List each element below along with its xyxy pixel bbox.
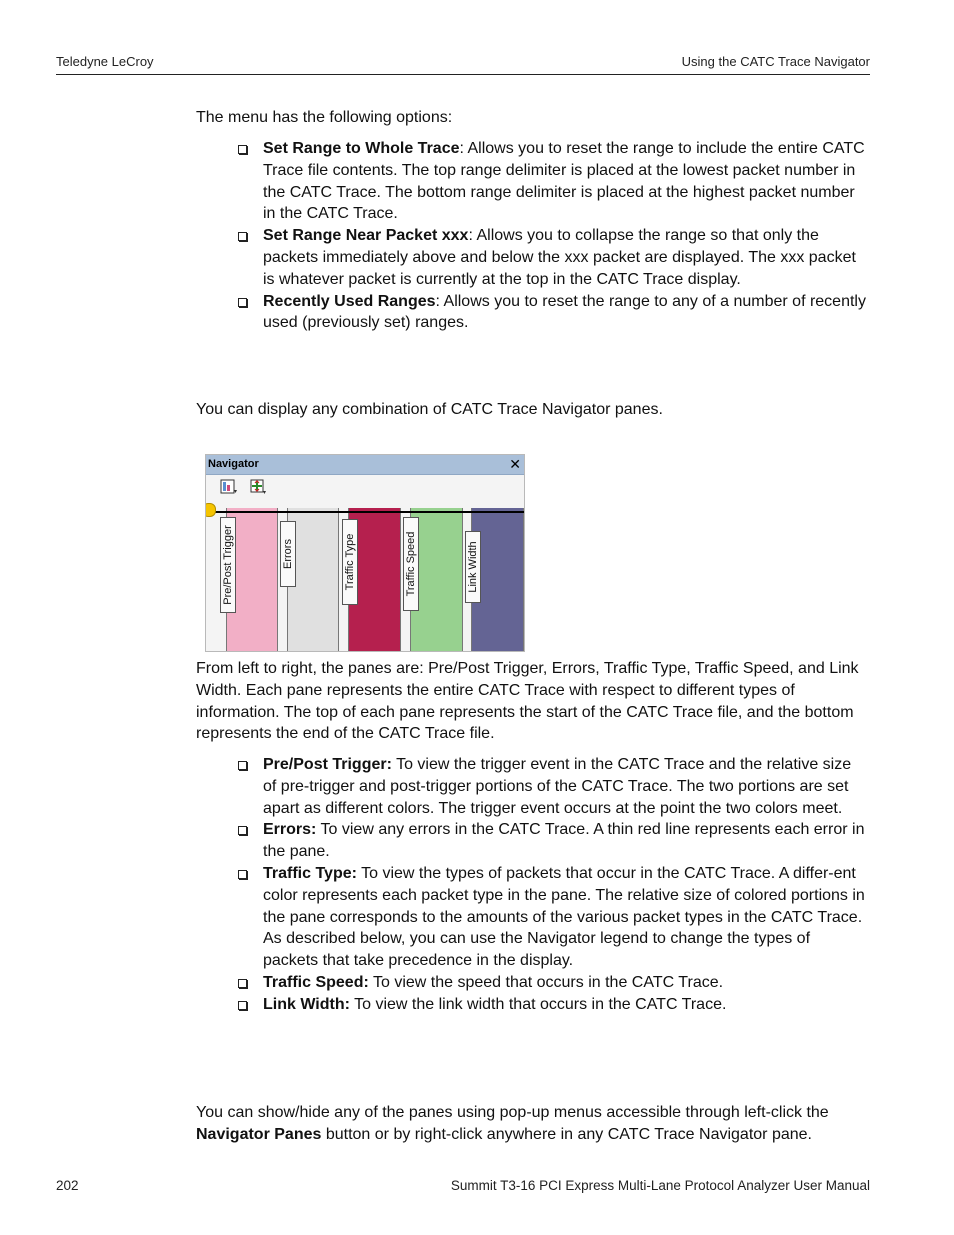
pane-name: Errors: <box>263 821 317 839</box>
checkbox-bullet-icon <box>238 761 247 770</box>
option-description: : Allows you to collapse the range so that only the packets immediately above and below the xxx packet are displayed. The xxx packet is whatever packet is currently at the top in the CATC Trace display. <box>263 227 856 288</box>
checkbox-bullet-icon <box>238 826 247 835</box>
navigator-panes-icon[interactable] <box>249 478 267 496</box>
panes-description: From left to right, the panes are: Pre/Post Trigger, Errors, Traffic Type, Traffic Speed, and Link Width. Each pane represents the entire CATC Trace with respect to different types of information. The top of each pane represents the start of the CATC Trace file, and the bottom represents the end of the CATC Trace file. <box>196 660 859 743</box>
range-delimiter-line[interactable] <box>206 511 524 513</box>
pane-name: Traffic Type: <box>263 864 357 882</box>
pane-label: Pre/Post Trigger <box>220 517 236 613</box>
pane-description: To view the link width that occurs in the CATC Trace. <box>349 995 727 1013</box>
pane-label: Traffic Speed <box>403 517 419 611</box>
navigator-title: Navigator <box>208 458 259 470</box>
checkbox-bullet-icon <box>238 232 247 241</box>
pane-description: To view the trigger event in the CATC Trace and the relative size of pre-trigger and post-trigger portions of the CATC Trace. The two portions are set apart as different colors. The trigger event occurs at the point the two colors meet. <box>263 756 852 817</box>
checkbox-bullet-icon <box>238 870 247 879</box>
list-item <box>236 863 868 972</box>
pane-name: Pre/Post Trigger: <box>263 756 392 773</box>
header-rule <box>56 74 870 75</box>
option-name: Set Range to Whole Trace <box>263 140 460 157</box>
list-item <box>236 754 868 819</box>
page-number: 202 <box>56 1178 79 1193</box>
list-item <box>236 225 868 290</box>
menu-options-list <box>236 138 868 334</box>
navigator-legend-icon[interactable] <box>220 478 238 496</box>
header-company: Teledyne LeCroy <box>56 54 154 69</box>
combination-text: You can display any combination of CATC Trace Navigator panes. <box>196 401 663 418</box>
list-item <box>236 138 868 225</box>
option-name: Recently Used Ranges <box>263 292 436 310</box>
pane-items-list <box>236 754 868 1016</box>
pane-name: Link Width: <box>263 995 350 1013</box>
trigger-marker-icon <box>205 503 216 517</box>
navigator-panel <box>205 454 525 652</box>
manual-title: Summit T3-16 PCI Express Multi-Lane Protocol Analyzer User Manual <box>450 1178 870 1193</box>
option-description: : Allows you to reset the range to any of a number of recently used (previously set) ranges. <box>263 292 866 332</box>
navigator-title-bar <box>206 455 524 475</box>
pane-name: Traffic Speed: <box>263 973 369 991</box>
list-item <box>236 972 868 994</box>
navigator-panes-term: Navigator Panes <box>196 1125 322 1143</box>
option-name: Set Range Near Packet xxx <box>263 227 469 245</box>
close-icon[interactable]: ✕ <box>509 456 521 472</box>
list-item <box>236 291 868 335</box>
list-item <box>236 994 868 1016</box>
checkbox-bullet-icon <box>238 298 247 307</box>
pane-label: Traffic Type <box>342 519 358 605</box>
pane-description: To view the speed that occurs in the CATC Trace. <box>368 973 724 991</box>
header-section-title: Using the CATC Trace Navigator <box>681 54 870 69</box>
pane-label: Errors <box>280 521 296 587</box>
option-description: : Allows you to reset the range to include the entire CATC Trace file contents. The top range delimiter is placed at the lowest packet number in the CATC Trace. The bottom range delimiter is placed at the highest packet number in the CATC Trace. <box>263 140 865 223</box>
pane-description: To view the types of packets that occur in the CATC Trace. A differ-ent color represents each packet type in the pane. The relative size of colored portions in the pane corresponds to the amounts of the various packet types in the CATC Trace. As described below, you can use the Navigator legend to change the types of packets that take precedence in the display. <box>263 864 865 970</box>
checkbox-bullet-icon <box>238 979 247 988</box>
pane-description: To view any errors in the CATC Trace. A thin red line represents each error in the pane. <box>263 821 865 861</box>
checkbox-bullet-icon <box>238 145 247 154</box>
pane-label: Link Width <box>465 531 481 603</box>
menu-intro: The menu has the following options: <box>196 109 453 126</box>
checkbox-bullet-icon <box>238 1001 247 1010</box>
showhide-text: You can show/hide any of the panes using pop-up menus accessible through left-click the Navigator Panes button or by right-click anywhere in any CATC Trace Navigator pane. <box>196 1104 829 1143</box>
list-item <box>236 819 868 863</box>
